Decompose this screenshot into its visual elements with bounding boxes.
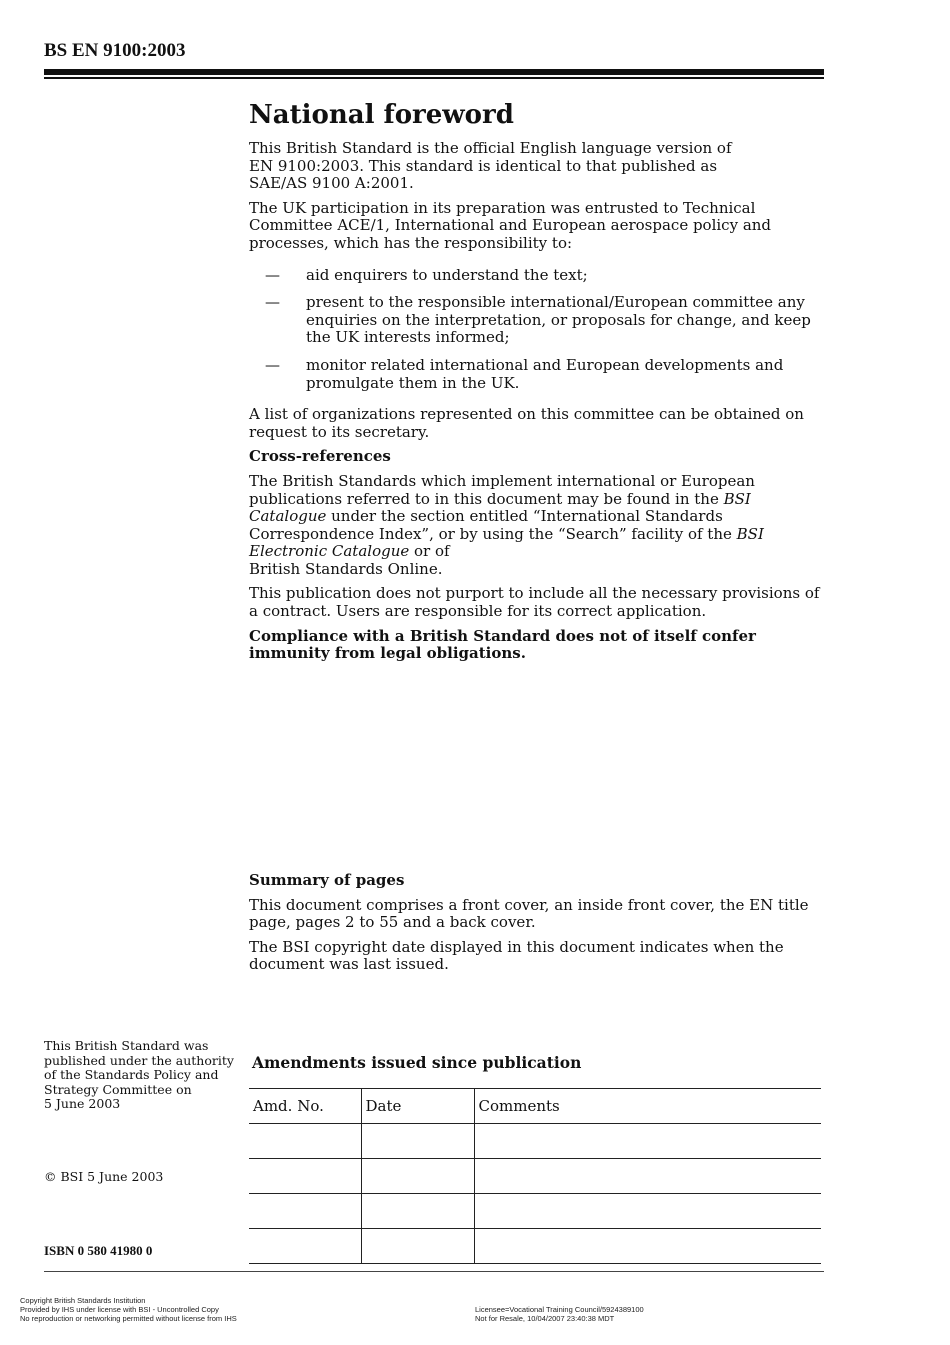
table-row [249,1124,821,1159]
note-line: published under the authority [44,1052,234,1068]
table-header-row [249,1089,821,1124]
footer-license-right [475,1305,644,1323]
isbn: ISBN 0 580 41980 0 [44,1243,153,1258]
table-row [249,1229,821,1264]
participation-paragraph: The UK participation in its preparation was entrusted to Technical Committee ACE/1, International and European aerospace policy and processes, which has the responsibility to: [249,198,772,252]
table-cell [474,1124,821,1159]
bsi-electronic-catalogue-ref: BSI Electronic Catalogue [249,524,764,561]
dash-marker: — [265,265,280,284]
cross-references-paragraph [249,473,827,579]
footer-license-left [20,1296,237,1323]
list-item-text: present to the responsible international/European committee any enquiries on the interpretation, or proposals for change, and keep the UK interests informed; [306,293,811,347]
text-run: under the section entitled “International Standards Correspondence Index”, or by using the “Search” facility of the [249,507,737,543]
foreword-body [249,140,827,670]
responsibility-list [249,267,827,393]
footer-line: No reproduction or networking permitted without license from IHS [20,1314,237,1323]
list-item [249,357,827,392]
dash-marker: — [265,293,280,312]
header-rule-thick [44,69,824,75]
table-cell [249,1159,361,1194]
compliance-statement: Compliance with a British Standard does not of itself confer immunity from legal obligations. [249,626,756,663]
table-cell [361,1159,474,1194]
note-line: of the Standards Policy and [44,1067,219,1082]
amendments-table [249,1088,821,1264]
text-run: or of [409,542,450,561]
table-cell [361,1194,474,1229]
text-run: British Standards Online. [249,559,443,578]
summary-heading: Summary of pages [249,871,405,889]
summary-paragraph: This document comprises a front cover, an inside front cover, the EN title page, pages 2 to 55 and a back cover. [249,895,809,932]
note-line: 5 June 2003 [44,1096,121,1111]
footer-line: Licensee=Vocational Training Council/5924389100 [475,1305,644,1314]
intro-paragraph [249,140,827,193]
table-cell [361,1124,474,1159]
list-item-text: aid enquirers to understand the text; [306,265,588,284]
intro-line: EN 9100:2003. This standard is identical to that published as [249,156,718,175]
table-cell [249,1194,361,1229]
column-header-amd-no: Amd. No. [249,1089,361,1124]
intro-line: This British Standard is the official English language version of [249,139,732,157]
column-header-date: Date [361,1089,474,1124]
note-line: Strategy Committee on [44,1081,192,1097]
summary-section [249,872,827,981]
table-cell [249,1229,361,1264]
copyright-note: © BSI 5 June 2003 [44,1169,164,1184]
publication-note [44,1039,234,1112]
footer-line: Not for Resale, 10/04/2007 23:40:38 MDT [475,1314,615,1323]
header-rule-thin [44,77,824,79]
dash-marker: — [265,355,280,374]
bsi-catalogue-ref: BSI Catalogue [249,489,751,526]
document-code: BS EN 9100:2003 [44,40,186,61]
table-cell [474,1194,821,1229]
footer-line: Copyright British Standards Institution [20,1296,146,1305]
table-cell [474,1229,821,1264]
footer-rule [44,1271,824,1272]
committee-list-paragraph: A list of organizations represented on this committee can be obtained on request to its secretary. [249,405,804,441]
column-header-comments: Comments [474,1089,821,1124]
amendments-title: Amendments issued since publication [252,1053,582,1072]
intro-line: SAE/AS 9100 A:2001. [249,174,414,193]
table-cell [474,1159,821,1194]
cross-references-heading: Cross-references [249,447,391,466]
page-title: National foreword [249,100,514,130]
copyright-date-paragraph: The BSI copyright date displayed in this document indicates when the document was last issued. [249,937,784,974]
list-item [249,294,827,347]
footer-line: Provided by IHS under license with BSI - Uncontrolled Copy [20,1305,219,1314]
list-item-text: monitor related international and European developments and promulgate them in the UK. [306,355,784,392]
list-item [249,267,827,285]
table-cell [249,1124,361,1159]
provisions-paragraph: This publication does not purport to include all the necessary provisions of a contract. Users are responsible for its correct application. [249,584,820,621]
table-cell [361,1229,474,1264]
text-run: The British Standards which implement international or European publications referred to in this document may be found in the [249,471,755,508]
note-line: This British Standard was [44,1038,209,1053]
table-row [249,1159,821,1194]
table-row [249,1194,821,1229]
